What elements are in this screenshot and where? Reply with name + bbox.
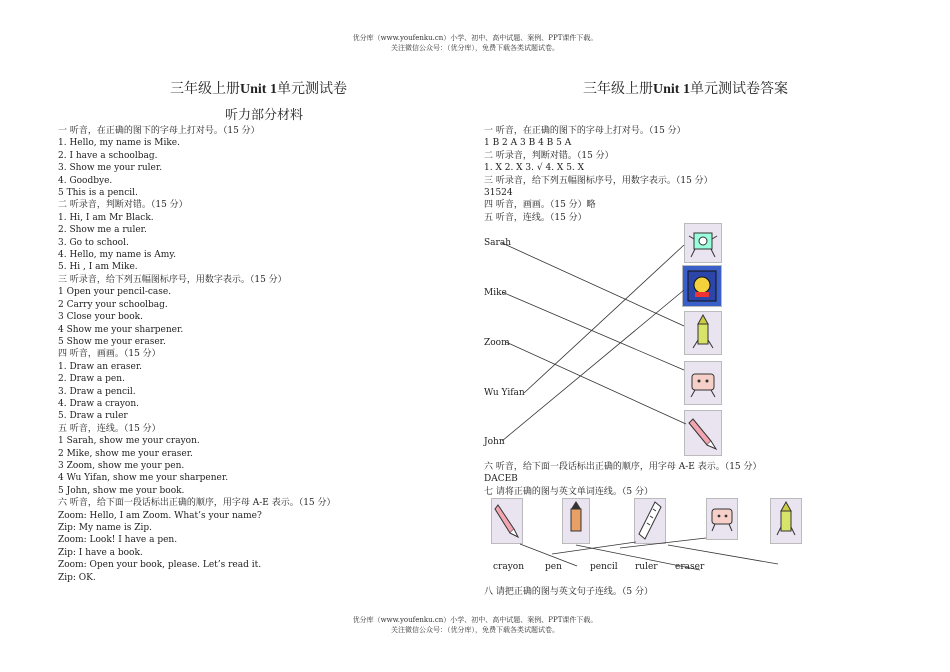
material-line: 2 Mike, show me your eraser. bbox=[58, 448, 193, 459]
material-line: 3. Go to school. bbox=[58, 237, 129, 248]
material-line: 1. Hi, I am Mr Black. bbox=[58, 212, 154, 223]
q7-word-crayon: crayon bbox=[493, 562, 525, 572]
material-line: 3. Draw a pencil. bbox=[58, 386, 136, 397]
material-line: Zip: OK. bbox=[58, 572, 96, 583]
material-line: 5. Draw a ruler bbox=[58, 411, 128, 422]
material-line: 3 Zoom, show me your pen. bbox=[58, 460, 185, 471]
left-title bbox=[170, 78, 347, 98]
material-line: 1. Hello, my name is Mike. bbox=[58, 138, 180, 149]
material-line: Zip: I have a book. bbox=[58, 547, 143, 558]
material-line: 六 听音，给下面一段话标出正确的顺序，用字母 A-E 表示。（15 分） bbox=[58, 498, 336, 509]
answer-line: 二 听录音，判断对错。（15 分） bbox=[484, 150, 614, 161]
material-line: 3 Close your book. bbox=[58, 312, 143, 323]
material-line: 2. I have a schoolbag. bbox=[58, 150, 158, 161]
material-line: 5 This is a pencil. bbox=[58, 188, 138, 199]
material-line: 四 听音，画画。（15 分） bbox=[58, 349, 161, 360]
material-line: 1 Sarah, show me your crayon. bbox=[58, 436, 200, 447]
material-line: 二 听录音，判断对错。（15 分） bbox=[58, 200, 188, 211]
match-name-zoom: Zoom bbox=[484, 338, 510, 348]
material-line: 2. Show me a ruler. bbox=[58, 225, 147, 236]
answer-line: 31524 bbox=[484, 188, 513, 199]
book-icon bbox=[682, 265, 722, 307]
footer-line-1: 优分库（www.youfenku.cn）小学、初中、高中试题、案例、PPT课件下载。 bbox=[352, 616, 598, 624]
material-line: Zoom: Look! I have a pen. bbox=[58, 535, 178, 546]
listening-material bbox=[58, 125, 336, 584]
answer-line: 1 B 2 A 3 B 4 B 5 A bbox=[484, 138, 572, 149]
page-header bbox=[0, 33, 950, 53]
material-line: 4. Hello, my name is Amy. bbox=[58, 250, 177, 261]
material-line: 1 Open your pencil-case. bbox=[58, 287, 172, 298]
answer-line: 1. X 2. X 3. √ 4. X 5. X bbox=[484, 163, 585, 174]
right-title-unit: Unit 1 bbox=[653, 82, 690, 97]
answer-line: 三 听录音，给下列五幅图标序号，用数字表示。（15 分） bbox=[484, 175, 713, 186]
header-line-2: 关注微信公众号：（优分库），免费下载各类试题试卷。 bbox=[391, 44, 559, 52]
left-title-pre: 三年级上册 bbox=[170, 82, 240, 97]
material-line: 4 Show me your sharpener. bbox=[58, 324, 184, 335]
q7-word-ruler: ruler bbox=[635, 562, 658, 572]
match-name-mike: Mike bbox=[484, 288, 507, 298]
line-sarah-crayon bbox=[502, 243, 684, 326]
footer-line-2: 关注微信公众号：（优分库），免费下载各类试题试卷。 bbox=[391, 626, 559, 634]
material-line: 5 Show me your eraser. bbox=[58, 336, 166, 347]
line-john-book bbox=[502, 290, 684, 441]
material-line: 4 Wu Yifan, show me your sharpener. bbox=[58, 473, 229, 484]
material-line: Zip: My name is Zip. bbox=[58, 523, 152, 533]
q6-section bbox=[484, 461, 762, 498]
q7-pencil-icon bbox=[562, 498, 590, 544]
q6-answer: DACEB bbox=[484, 474, 518, 485]
q7-ruler-icon bbox=[634, 498, 666, 544]
match-name-sarah: Sarah bbox=[484, 238, 511, 248]
header-line-1: 优分库（www.youfenku.cn）小学、初中、高中试题、案例、PPT课件下载。 bbox=[352, 34, 598, 42]
answer-key bbox=[484, 125, 713, 224]
q7-word-pen: pen bbox=[545, 562, 562, 572]
material-line: 一 听音，在正确的图下的字母上打对号。（15 分） bbox=[58, 126, 260, 136]
right-title-pre: 三年级上册 bbox=[583, 82, 653, 97]
line-mike-eraser bbox=[502, 292, 684, 370]
right-title bbox=[583, 78, 788, 98]
crayon-icon bbox=[684, 311, 722, 355]
material-line: 5. Hi , I am Mike. bbox=[58, 262, 138, 273]
left-title-unit: Unit 1 bbox=[240, 82, 277, 97]
q7-crayon-icon bbox=[491, 498, 523, 544]
material-line: 4. Draw a crayon. bbox=[58, 398, 139, 409]
q7-heading: 七 请将正确的图与英文单词连线。（5 分） bbox=[484, 486, 653, 497]
q7-eraser-icon bbox=[706, 498, 738, 540]
material-line: 5 John, show me your book. bbox=[58, 485, 185, 496]
q7-word-pencil: pencil bbox=[590, 562, 618, 572]
match-name-john: John bbox=[484, 437, 505, 447]
q7-word-eraser: eraser bbox=[675, 562, 705, 572]
left-subtitle: 听力部分材料 bbox=[225, 108, 304, 123]
match-name-wu-yifan: Wu Yifan bbox=[484, 388, 525, 398]
pen-icon bbox=[684, 410, 722, 456]
q8-heading: 八 请把正确的图与英文句子连线。（5 分） bbox=[484, 587, 653, 597]
q6-heading: 六 听音，给下面一段话标出正确的顺序，用字母 A-E 表示。（15 分） bbox=[484, 462, 762, 472]
q7-crayon2-icon bbox=[770, 498, 802, 544]
line-wuyifan-sharpener bbox=[524, 245, 684, 393]
material-line: 4. Goodbye. bbox=[58, 175, 113, 186]
material-line: Zoom: Hello, I am Zoom. What’s your name? bbox=[58, 510, 262, 521]
material-line: 五 听音，连线。（15 分） bbox=[58, 423, 161, 434]
answer-line: 四 听音，画画。（15 分）略 bbox=[484, 200, 596, 211]
left-title-post: 单元测试卷 bbox=[276, 82, 347, 97]
material-line: 2. Draw a pen. bbox=[58, 374, 125, 385]
line-zoom-pen bbox=[506, 342, 686, 424]
material-line: 三 听录音，给下列五幅图标序号，用数字表示。（15 分） bbox=[58, 274, 287, 285]
answer-line: 一 听音，在正确的图下的字母上打对号。（15 分） bbox=[484, 126, 686, 136]
page-footer bbox=[0, 615, 950, 635]
material-line: Zoom: Open your book, please. Let’s read it. bbox=[58, 560, 262, 571]
eraser-icon bbox=[684, 361, 722, 405]
material-line: 3. Show me your ruler. bbox=[58, 163, 163, 174]
right-title-post: 单元测试卷答案 bbox=[689, 82, 788, 97]
material-line: 1. Draw an eraser. bbox=[58, 361, 143, 372]
answer-line: 五 听音，连线。（15 分） bbox=[484, 212, 587, 223]
sharpener-icon bbox=[684, 223, 722, 263]
material-line: 2 Carry your schoolbag. bbox=[58, 299, 168, 310]
